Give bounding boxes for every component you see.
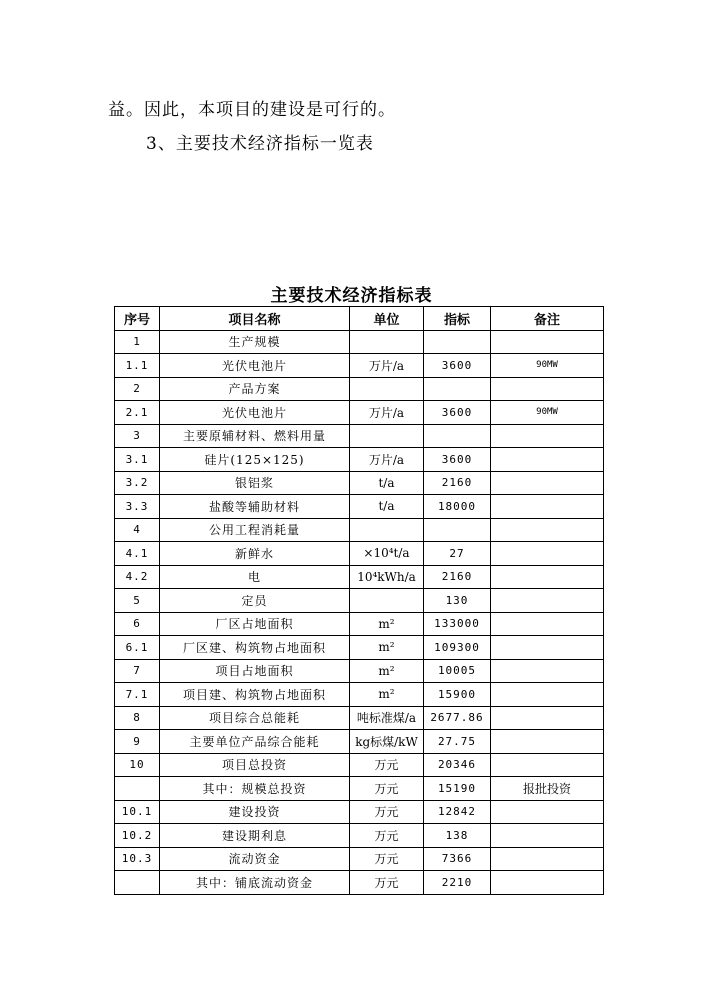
table-row <box>115 589 604 613</box>
cell-indicator: 3600 <box>424 448 491 472</box>
header-indicator: 指标 <box>424 307 491 331</box>
cell-unit <box>350 377 424 401</box>
cell-remark <box>491 730 604 754</box>
cell-unit <box>350 518 424 542</box>
cell-seq: 3.3 <box>115 495 160 519</box>
cell-unit: 万片/a <box>350 354 424 378</box>
cell-indicator: 2160 <box>424 565 491 589</box>
table-row <box>115 847 604 871</box>
cell-indicator: 18000 <box>424 495 491 519</box>
cell-unit: 万片/a <box>350 448 424 472</box>
cell-item-name: 光伏电池片 <box>160 401 350 425</box>
cell-item-name: 主要原辅材料、燃料用量 <box>160 424 350 448</box>
cell-unit: 万元 <box>350 800 424 824</box>
cell-seq: 6.1 <box>115 636 160 660</box>
cell-remark <box>491 753 604 777</box>
cell-remark: 报批投资 <box>491 777 604 801</box>
header-remark: 备注 <box>491 307 604 331</box>
table-row <box>115 612 604 636</box>
cell-item-name: 产品方案 <box>160 377 350 401</box>
cell-remark <box>491 871 604 895</box>
cell-item-name: 其中：规模总投资 <box>160 777 350 801</box>
cell-seq: 2 <box>115 377 160 401</box>
cell-unit <box>350 589 424 613</box>
cell-seq <box>115 871 160 895</box>
table-row <box>115 542 604 566</box>
cell-indicator: 138 <box>424 824 491 848</box>
cell-remark: 90MW <box>491 401 604 425</box>
header-unit: 单位 <box>350 307 424 331</box>
cell-item-name: 项目建、构筑物占地面积 <box>160 683 350 707</box>
table-row <box>115 636 604 660</box>
cell-remark <box>491 542 604 566</box>
table-row <box>115 354 604 378</box>
indicator-table <box>114 306 604 895</box>
cell-item-name: 流动资金 <box>160 847 350 871</box>
cell-seq: 10.1 <box>115 800 160 824</box>
cell-remark <box>491 683 604 707</box>
cell-item-name: 光伏电池片 <box>160 354 350 378</box>
cell-seq: 4.2 <box>115 565 160 589</box>
cell-item-name: 银铝浆 <box>160 471 350 495</box>
cell-indicator <box>424 518 491 542</box>
cell-remark <box>491 800 604 824</box>
cell-indicator: 130 <box>424 589 491 613</box>
table-row <box>115 753 604 777</box>
cell-seq: 6 <box>115 612 160 636</box>
cell-unit: ×10⁴t/a <box>350 542 424 566</box>
table-row <box>115 730 604 754</box>
table-row <box>115 565 604 589</box>
cell-unit: kg标煤/kW <box>350 730 424 754</box>
cell-item-name: 项目总投资 <box>160 753 350 777</box>
cell-remark <box>491 495 604 519</box>
cell-remark <box>491 330 604 354</box>
cell-seq: 1 <box>115 330 160 354</box>
cell-indicator: 2210 <box>424 871 491 895</box>
cell-remark <box>491 706 604 730</box>
cell-unit: m² <box>350 612 424 636</box>
cell-unit: 万元 <box>350 871 424 895</box>
cell-indicator: 3600 <box>424 354 491 378</box>
intro-line-2: 3、主要技术经济指标一览表 <box>146 134 374 154</box>
table-row <box>115 683 604 707</box>
cell-item-name: 定员 <box>160 589 350 613</box>
cell-remark: 90MW <box>491 354 604 378</box>
cell-seq: 5 <box>115 589 160 613</box>
cell-remark <box>491 471 604 495</box>
cell-unit: m² <box>350 659 424 683</box>
cell-remark <box>491 659 604 683</box>
cell-unit: 万片/a <box>350 401 424 425</box>
header-seq: 序号 <box>115 307 160 331</box>
cell-unit: 吨标准煤/a <box>350 706 424 730</box>
table-header-row <box>115 307 604 331</box>
cell-seq <box>115 777 160 801</box>
cell-indicator: 15190 <box>424 777 491 801</box>
cell-remark <box>491 636 604 660</box>
intro-line-1: 益。因此，本项目的建设是可行的。 <box>108 100 396 120</box>
table-row <box>115 518 604 542</box>
cell-item-name: 建设投资 <box>160 800 350 824</box>
cell-unit: 万元 <box>350 847 424 871</box>
cell-remark <box>491 565 604 589</box>
cell-indicator: 109300 <box>424 636 491 660</box>
cell-item-name: 厂区建、构筑物占地面积 <box>160 636 350 660</box>
cell-seq: 10.3 <box>115 847 160 871</box>
cell-remark <box>491 448 604 472</box>
table-row <box>115 871 604 895</box>
cell-indicator: 12842 <box>424 800 491 824</box>
table-row <box>115 659 604 683</box>
cell-unit: 万元 <box>350 753 424 777</box>
table-row <box>115 448 604 472</box>
cell-unit: t/a <box>350 495 424 519</box>
cell-item-name: 新鲜水 <box>160 542 350 566</box>
cell-item-name: 电 <box>160 565 350 589</box>
cell-seq: 7.1 <box>115 683 160 707</box>
cell-unit: 10⁴kWh/a <box>350 565 424 589</box>
cell-seq: 7 <box>115 659 160 683</box>
cell-item-name: 公用工程消耗量 <box>160 518 350 542</box>
cell-remark <box>491 377 604 401</box>
cell-item-name: 厂区占地面积 <box>160 612 350 636</box>
cell-indicator <box>424 330 491 354</box>
cell-unit: m² <box>350 636 424 660</box>
cell-indicator <box>424 377 491 401</box>
cell-unit: m² <box>350 683 424 707</box>
cell-unit <box>350 424 424 448</box>
table-row <box>115 824 604 848</box>
cell-seq: 10 <box>115 753 160 777</box>
cell-seq: 9 <box>115 730 160 754</box>
cell-seq: 4.1 <box>115 542 160 566</box>
table-row <box>115 495 604 519</box>
cell-indicator: 133000 <box>424 612 491 636</box>
table-body <box>115 330 604 894</box>
cell-unit: t/a <box>350 471 424 495</box>
cell-seq: 10.2 <box>115 824 160 848</box>
cell-item-name: 项目综合总能耗 <box>160 706 350 730</box>
cell-seq: 1.1 <box>115 354 160 378</box>
table-row <box>115 377 604 401</box>
cell-seq: 3.1 <box>115 448 160 472</box>
cell-seq: 2.1 <box>115 401 160 425</box>
cell-remark <box>491 518 604 542</box>
cell-remark <box>491 612 604 636</box>
cell-item-name: 其中：铺底流动资金 <box>160 871 350 895</box>
cell-item-name: 建设期利息 <box>160 824 350 848</box>
cell-remark <box>491 589 604 613</box>
table-title: 主要技术经济指标表 <box>270 286 433 306</box>
cell-seq: 8 <box>115 706 160 730</box>
cell-indicator: 27 <box>424 542 491 566</box>
cell-indicator: 2677.86 <box>424 706 491 730</box>
table-row <box>115 777 604 801</box>
cell-item-name: 主要单位产品综合能耗 <box>160 730 350 754</box>
cell-item-name: 生产规模 <box>160 330 350 354</box>
cell-item-name: 项目占地面积 <box>160 659 350 683</box>
cell-remark <box>491 824 604 848</box>
cell-indicator: 27.75 <box>424 730 491 754</box>
cell-indicator: 2160 <box>424 471 491 495</box>
table-row <box>115 800 604 824</box>
cell-remark <box>491 424 604 448</box>
cell-indicator <box>424 424 491 448</box>
cell-seq: 3 <box>115 424 160 448</box>
cell-seq: 4 <box>115 518 160 542</box>
cell-remark <box>491 847 604 871</box>
cell-indicator: 10005 <box>424 659 491 683</box>
cell-indicator: 7366 <box>424 847 491 871</box>
cell-unit: 万元 <box>350 777 424 801</box>
cell-unit: 万元 <box>350 824 424 848</box>
cell-item-name: 盐酸等辅助材料 <box>160 495 350 519</box>
cell-unit <box>350 330 424 354</box>
table-row <box>115 330 604 354</box>
table-row <box>115 471 604 495</box>
cell-seq: 3.2 <box>115 471 160 495</box>
cell-indicator: 15900 <box>424 683 491 707</box>
cell-indicator: 3600 <box>424 401 491 425</box>
header-item-name: 项目名称 <box>160 307 350 331</box>
cell-item-name: 硅片(125×125) <box>160 448 350 472</box>
cell-indicator: 20346 <box>424 753 491 777</box>
table-row <box>115 706 604 730</box>
table-row <box>115 424 604 448</box>
table-row <box>115 401 604 425</box>
